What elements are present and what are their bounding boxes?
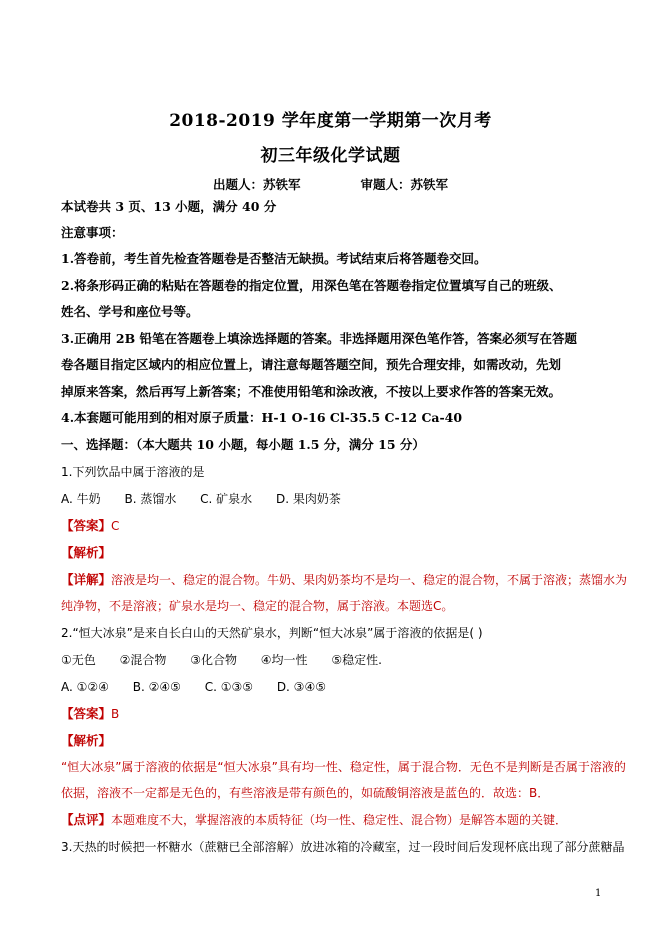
note-1: 1.答卷前，考生首先检查答题卷是否整洁无缺损。考试结束后将答题卷交回。 bbox=[61, 251, 487, 266]
question-2-items bbox=[61, 651, 606, 669]
question-2-stem: 2.“恒大冰泉”是来自长白山的天然矿泉水，判断“恒大冰泉”属于溶液的依据是( ) bbox=[61, 626, 483, 640]
question-3-stem: 3.天热的时候把一杯糖水（蔗糖已全部溶解）放进冰箱的冷藏室，过一段时间后发现杯底出现了部分蔗糖晶 bbox=[61, 840, 625, 854]
notes-heading: 注意事项： bbox=[61, 225, 124, 240]
option-a: A. 牛奶 bbox=[61, 492, 101, 506]
question-2-analysis-line-1: “恒大冰泉”属于溶液的依据是“恒大冰泉”具有均一性、稳定性，属于混合物．无色不是判断是否属于溶液的 bbox=[61, 760, 626, 774]
note-2-line-2: 姓名、学号和座位号等。 bbox=[61, 304, 199, 319]
option-c: C. ①③⑤ bbox=[204, 680, 253, 694]
question-2-options bbox=[61, 678, 606, 696]
item-1: ①无色 bbox=[61, 653, 96, 667]
author-line bbox=[0, 175, 661, 193]
answer-tag: 【答案】 bbox=[61, 518, 112, 533]
note-3-line-2: 卷各题目指定区域内的相应位置上，请注意每题答题空间，预先合理安排，如需改动，先划 bbox=[61, 357, 562, 372]
item-3: ③化合物 bbox=[190, 653, 237, 667]
detail-tag: 【详解】 bbox=[61, 572, 112, 587]
answer-value: B bbox=[111, 707, 120, 721]
answer-tag: 【答案】 bbox=[61, 706, 112, 721]
author: 出题人：苏铁军 bbox=[212, 177, 301, 192]
comment-tag: 点评 bbox=[73, 812, 99, 827]
question-1-answer bbox=[61, 517, 606, 535]
section-heading: 一、选择题：（本大题共 10 小题，每小题 1.5 分，满分 15 分） bbox=[61, 437, 425, 452]
question-1-stem: 1.下列饮品中属于溶液的是 bbox=[61, 465, 205, 479]
note-4: 4.本套题可能用到的相对原子质量：H-1 O-16 Cl-35.5 C-12 Ca-40 bbox=[61, 410, 463, 425]
option-d: D. 果肉奶茶 bbox=[276, 492, 341, 506]
question-2-analysis-tag: 【解析】 bbox=[61, 733, 112, 748]
option-a: A. ①②④ bbox=[61, 680, 109, 694]
answer-value: C bbox=[111, 519, 120, 533]
option-b: B. ②④⑤ bbox=[132, 680, 181, 694]
note-3-line-3: 掉原来答案，然后再写上新答案；不准使用铅笔和涂改液，不按以上要求作答的答案无效。 bbox=[61, 384, 562, 399]
question-1-analysis-tag: 【解析】 bbox=[61, 545, 112, 560]
exam-subtitle: 初三年级化学试题 bbox=[260, 146, 401, 166]
note-2-line-1: 2.将条形码正确的粘贴在答题卷的指定位置，用深色笔在答题卷指定位置填写自己的班级、 bbox=[61, 278, 562, 293]
item-5: ⑤稳定性. bbox=[331, 653, 382, 667]
item-4: ④均一性 bbox=[260, 653, 308, 667]
question-2-comment: 【点评】本题难度不大，掌握溶液的本质特征（均一性、稳定性、混合物）是解答本题的关键． bbox=[61, 812, 568, 827]
option-c: C. 矿泉水 bbox=[200, 492, 253, 506]
question-2-analysis-line-2: 依据，溶液不一定都是无色的，有些溶液是带有颜色的，如硫酸铜溶液是蓝色的．故选：B． bbox=[61, 786, 550, 800]
detail-text: 溶液是均一、稳定的混合物。牛奶、果肉奶茶均不是均一、稳定的混合物，不属于溶液；蒸馏水为 bbox=[111, 573, 628, 587]
comment-text: 本题难度不大，掌握溶液的本质特征（均一性、稳定性、混合物）是解答本题的关键． bbox=[111, 813, 568, 827]
note-3-line-1: 3.正确用 2B 铅笔在答题卷上填涂选择题的答案。非选择题用深色笔作答，答案必须写在答题 bbox=[61, 331, 578, 346]
exam-title: 2018-2019 学年度第一学期第一次月考 bbox=[169, 111, 492, 131]
reviewer: 审题人：苏铁军 bbox=[360, 177, 449, 192]
exam-summary: 本试卷共 3 页、13 小题，满分 40 分 bbox=[61, 199, 277, 214]
option-b: B. 蒸馏水 bbox=[124, 492, 177, 506]
question-1-options bbox=[61, 490, 606, 508]
item-2: ②混合物 bbox=[119, 653, 167, 667]
option-d: D. ③④⑤ bbox=[276, 680, 326, 694]
page-number: 1 bbox=[595, 888, 602, 899]
question-2-answer bbox=[61, 705, 606, 723]
question-1-detail-line-2: 纯净物，不是溶液；矿泉水是均一、稳定的混合物，属于溶液。本题选C。 bbox=[61, 599, 454, 613]
question-1-detail-line-1 bbox=[61, 571, 628, 589]
